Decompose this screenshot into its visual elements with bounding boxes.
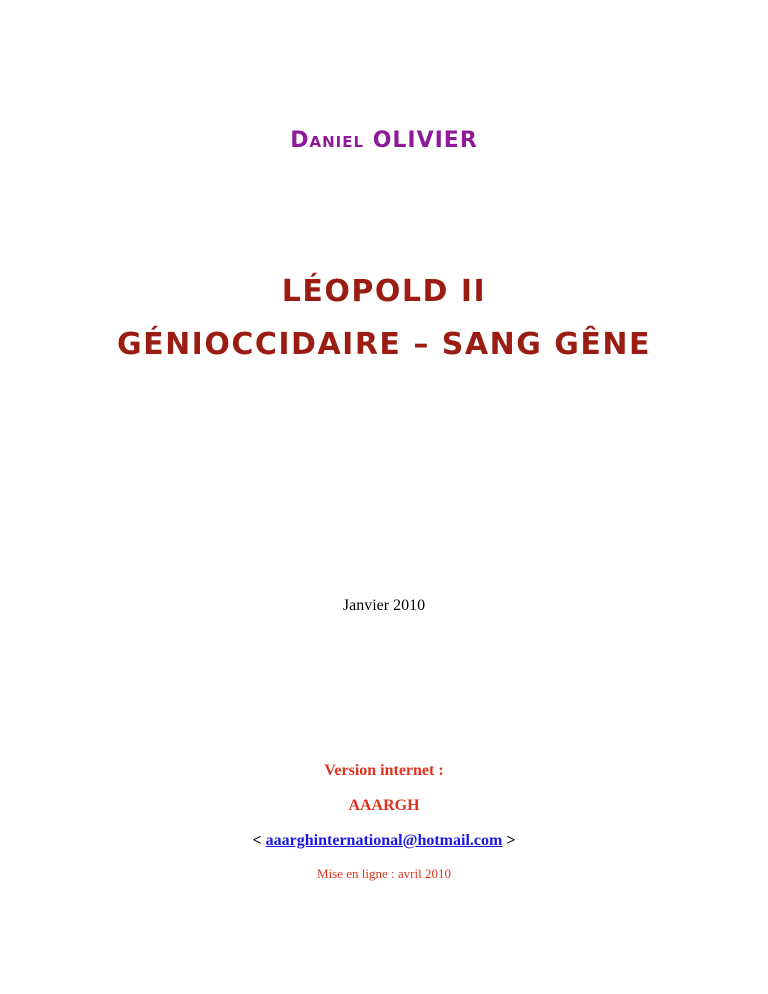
document-title-line-2: GÉNIOCCIDAIRE – SANG GÊNE (116, 327, 652, 362)
document-title-line-1: LÉOPOLD II (281, 274, 487, 309)
email-open-bracket: < (252, 832, 262, 849)
email-line (0, 832, 768, 850)
author-name (0, 128, 768, 153)
version-label: Version internet : (324, 762, 444, 779)
publication-date: Janvier 2010 (342, 597, 426, 614)
author-last-name: OLIVIER (372, 128, 478, 153)
email-close-bracket: > (506, 832, 516, 849)
online-date: Mise en ligne : avril 2010 (317, 866, 451, 881)
author-first-name: Daniel (290, 128, 365, 153)
publisher-name: AAARGH (348, 797, 420, 814)
email-link[interactable]: aaarghinternational@hotmail.com (265, 832, 503, 849)
